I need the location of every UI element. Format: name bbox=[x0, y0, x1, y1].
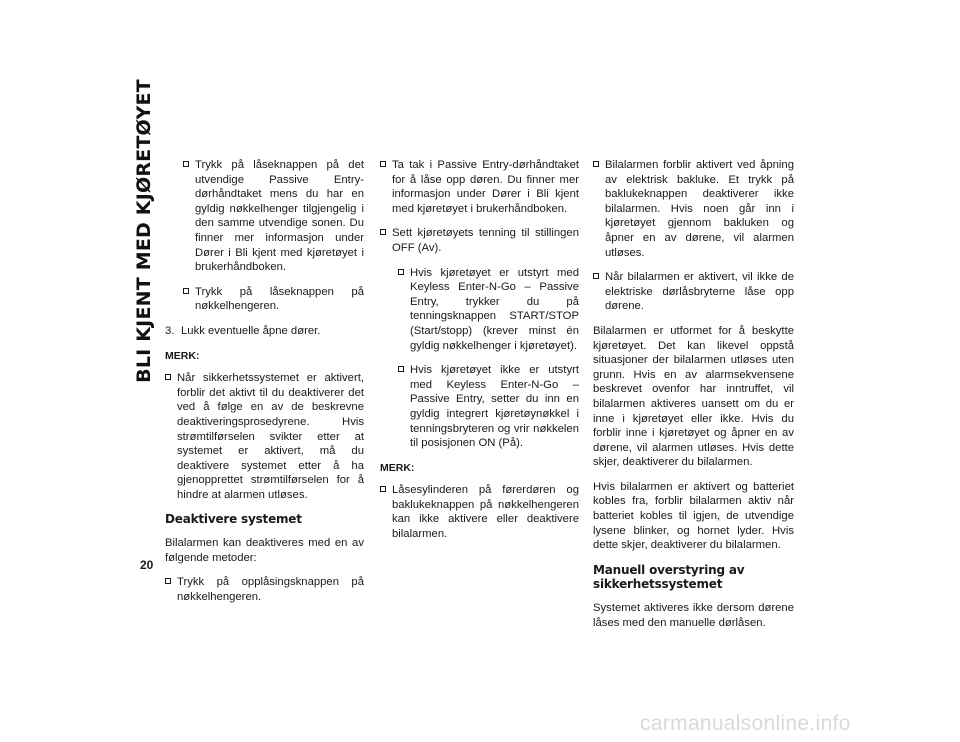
step-number: 3. bbox=[165, 324, 175, 337]
paragraph: Bilalarmen kan deaktiveres med en av følgende metoder: bbox=[165, 537, 364, 564]
watermark-text: carmanualsonline.info bbox=[640, 712, 851, 735]
paragraph: Hvis bilalarmen er aktivert og batteriet kobles fra, forblir bilalarmen aktiv når batteriet kobles til igjen, de utvendige lysene blinker, og hornet lyder. Hvis dette skjer, deaktiverer du bilalarmen. bbox=[593, 480, 794, 552]
list-item bbox=[165, 371, 364, 502]
list-item bbox=[380, 483, 579, 541]
list-item-text: Trykk på opplåsingsknappen på nøkkelhengeren. bbox=[177, 576, 364, 603]
checkbox-bullet-icon bbox=[165, 374, 171, 380]
list-item-text: Bilalarmen forblir aktivert ved åpning av elektrisk bakluke. Et trykk på baklukeknappen deaktiverer ikke bilalarmen. Hvis noen går inn i kjøretøyet gjennom bakluken og åpner en av dørene, vil alarmen utløses. bbox=[605, 159, 794, 259]
checkbox-bullet-icon bbox=[593, 161, 599, 167]
list-item bbox=[593, 270, 794, 314]
checkbox-bullet-icon bbox=[398, 269, 404, 275]
list-item-text: Ta tak i Passive Entry-dørhåndtaket for å låse opp døren. Du finner mer informasjon under Dører i Bli kjent med kjøretøyet i brukerhåndboken. bbox=[392, 159, 579, 215]
note-label: MERK: bbox=[165, 349, 200, 362]
list-item-text: Hvis kjøretøyet er utstyrt med Keyless Enter-N-Go – Passive Entry, trykker du på tenningsknappen START/STOP (Start/stopp) (krever minst én gyldig nøkkelhenger i kjøretøyet). bbox=[410, 266, 579, 352]
list-item bbox=[380, 226, 579, 255]
column-3 bbox=[593, 158, 794, 640]
list-item bbox=[593, 158, 794, 260]
side-title-text: BLI KJENT MED KJØRETØYET bbox=[133, 79, 155, 383]
list-item bbox=[380, 158, 579, 216]
checkbox-bullet-icon bbox=[380, 486, 386, 492]
list-item-text: Låsesylinderen på førerdøren og baklukeknappen på nøkkelhengeren kan ikke aktivere eller deaktivere bilalarmen. bbox=[392, 484, 579, 541]
checkbox-bullet-icon bbox=[183, 161, 189, 167]
note-label: MERK: bbox=[380, 461, 415, 474]
section-heading: Manuell overstyring av sikkerhetssystemet bbox=[593, 562, 745, 592]
list-item-text: Trykk på låseknappen på nøkkelhengeren. bbox=[195, 285, 364, 313]
list-item bbox=[398, 363, 579, 451]
list-item-text: Når bilalarmen er aktivert, vil ikke de elektriske dørlåsbryterne låse opp dørene. bbox=[605, 271, 794, 313]
list-item bbox=[398, 266, 579, 354]
checkbox-bullet-icon bbox=[398, 366, 404, 372]
list-item bbox=[183, 285, 364, 314]
checkbox-bullet-icon bbox=[380, 161, 386, 167]
list-item bbox=[183, 158, 364, 275]
paragraph: Systemet aktiveres ikke dersom dørene låses med den manuelle dørlåsen. bbox=[593, 602, 794, 629]
list-item-text: Hvis kjøretøyet ikke er utstyrt med Keyless Enter-N-Go – Passive Entry, setter du inn en gyldig integrert kjøretøynøkkel i tenningsbryteren og vrir nøkkelen til posisjonen ON (På). bbox=[410, 364, 579, 450]
list-item-text: Trykk på låseknappen på det utvendige Passive Entry-dørhåndtaket mens du har en gyldig nøkkelhenger tilgjengelig i den samme utvendige sonen. Du finner mer informasjon under Dører i Bli kjent med kjøretøyet i brukerhåndboken. bbox=[195, 159, 364, 274]
numbered-step bbox=[165, 324, 364, 339]
list-item-text: Når sikkerhetssystemet er aktivert, forblir det aktivt til du deaktiverer det ved å følge en av de beskrevne deaktiveringsprosedyrene. Hvis strømtilførselen svikter etter at systemet er aktivert, må du deaktivere systemet etter å ha gjenopprettet strømtilførselen for å hindre at alarmen utløses. bbox=[177, 372, 364, 501]
page-number: 20 bbox=[140, 558, 154, 572]
checkbox-bullet-icon bbox=[380, 229, 386, 235]
checkbox-bullet-icon bbox=[183, 288, 189, 294]
column-2 bbox=[380, 158, 579, 552]
step-text: Lukk eventuelle åpne dører. bbox=[181, 324, 321, 337]
paragraph: Bilalarmen er utformet for å beskytte kjøretøyet. Det kan likevel oppstå situasjoner der bilalarmen utløses uten grunn. Hvis en av alarmsekvensene beskrevet ovenfor har inntruffet, vil bilalarmen aktiveres uansett om du er inne i kjøretøyet eller ikke. Hvis du forblir inne i kjøretøyet og åpner en av dørene, vil alarmen utløses. Hvis dette skjer, deaktiverer du bilalarmen. bbox=[593, 324, 794, 469]
section-side-title bbox=[130, 79, 158, 383]
section-heading: Deaktivere systemet bbox=[165, 512, 302, 527]
checkbox-bullet-icon bbox=[593, 273, 599, 279]
list-item-text: Sett kjøretøyets tenning til stillingen OFF (Av). bbox=[392, 227, 579, 254]
column-1 bbox=[165, 158, 364, 614]
list-item bbox=[165, 575, 364, 604]
checkbox-bullet-icon bbox=[165, 578, 171, 584]
